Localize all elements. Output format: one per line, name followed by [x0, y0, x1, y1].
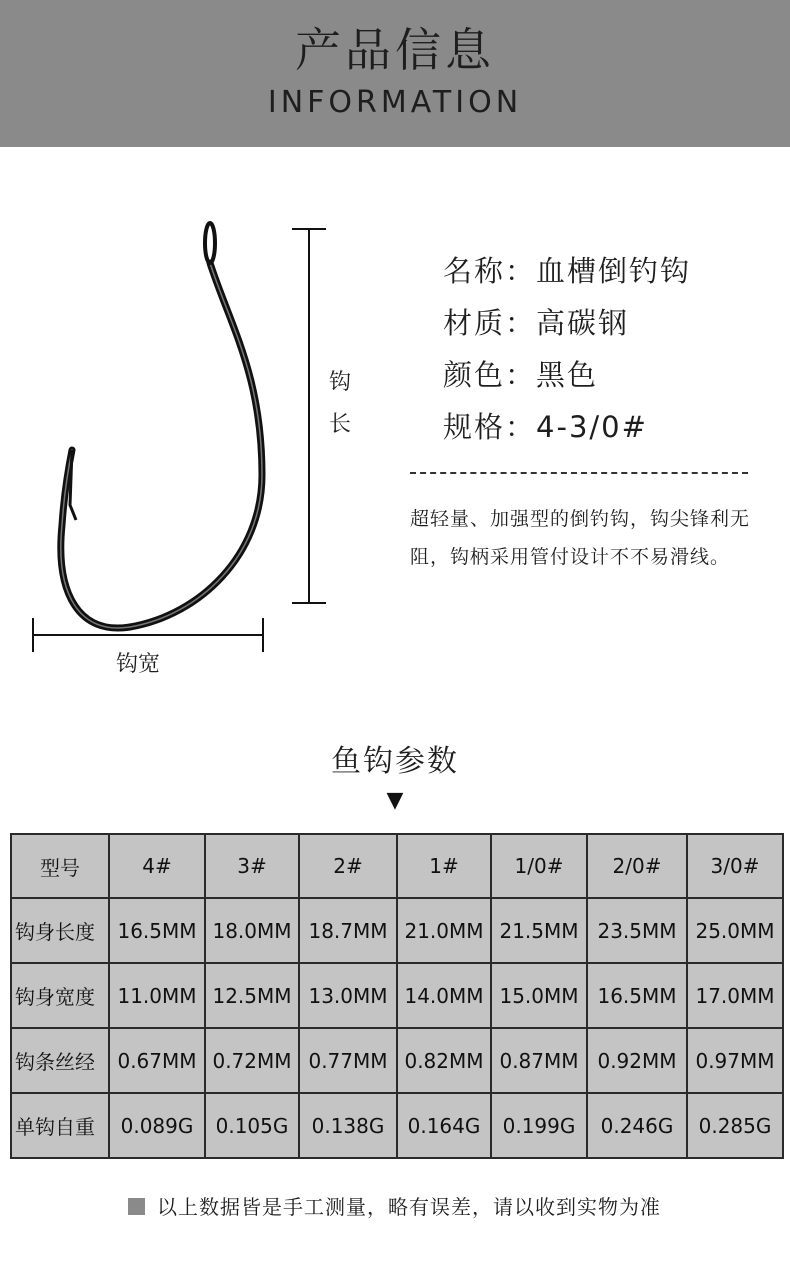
- hook-diagram: [0, 215, 380, 665]
- hook-params-table: [10, 833, 784, 1159]
- header-banner: [0, 0, 790, 147]
- row-label: 钩身长度: [11, 898, 109, 963]
- footer-note: [128, 1192, 661, 1222]
- spec-row-name: 名称：血槽倒钓钩: [443, 254, 692, 288]
- table-cell: 18.7MM: [299, 898, 397, 963]
- table-cell: 17.0MM: [687, 963, 783, 1028]
- table-row: [11, 898, 783, 963]
- table-cell: 0.164G: [397, 1093, 491, 1158]
- header-cell: 1#: [397, 834, 491, 898]
- table-header-row: [11, 834, 783, 898]
- page-title: 产品信息: [295, 23, 495, 77]
- header-cell: 3/0#: [687, 834, 783, 898]
- table-cell: 16.5MM: [587, 963, 687, 1028]
- table-cell: 11.0MM: [109, 963, 205, 1028]
- down-arrow-icon: ▼: [386, 788, 404, 813]
- table-cell: 14.0MM: [397, 963, 491, 1028]
- table-title: 鱼钩参数: [331, 744, 459, 779]
- table-cell: 0.72MM: [205, 1028, 299, 1093]
- table-cell: 21.5MM: [491, 898, 587, 963]
- header-cell: 2/0#: [587, 834, 687, 898]
- table-cell: 12.5MM: [205, 963, 299, 1028]
- table-row: [11, 1028, 783, 1093]
- table-cell: 21.0MM: [397, 898, 491, 963]
- spec-list: [443, 245, 691, 453]
- fish-hook-icon: [61, 223, 262, 628]
- table-cell: 0.97MM: [687, 1028, 783, 1093]
- spec-row-material: 材质：高碳钢: [443, 306, 630, 340]
- header-cell: 3#: [205, 834, 299, 898]
- table-cell: 0.105G: [205, 1093, 299, 1158]
- table-cell: 0.246G: [587, 1093, 687, 1158]
- hook-length-dimension: [292, 229, 326, 603]
- table-cell: 18.0MM: [205, 898, 299, 963]
- page-subtitle: INFORMATION: [267, 85, 523, 120]
- table-cell: 16.5MM: [109, 898, 205, 963]
- header-cell: 2#: [299, 834, 397, 898]
- row-label: 钩条丝经: [11, 1028, 109, 1093]
- product-description: 超轻量、加强型的倒钓钩，钩尖锋利无阻，钩柄采用管付设计不不易滑线。: [410, 508, 751, 568]
- table-cell: 25.0MM: [687, 898, 783, 963]
- spec-row-size: 规格：4-3/0#: [443, 410, 648, 444]
- table-row: [11, 963, 783, 1028]
- header-cell: 型号: [11, 834, 109, 898]
- table-cell: 0.87MM: [491, 1028, 587, 1093]
- row-label: 单钩自重: [11, 1093, 109, 1158]
- table-cell: 0.199G: [491, 1093, 587, 1158]
- table-row: [11, 1093, 783, 1158]
- spec-row-color: 颜色：黑色: [443, 358, 599, 392]
- table-cell: 0.67MM: [109, 1028, 205, 1093]
- footer-note-text: 以上数据皆是手工测量，略有误差，请以收到实物为准: [157, 1195, 661, 1219]
- square-bullet-icon: [128, 1198, 145, 1215]
- header-cell: 1/0#: [491, 834, 587, 898]
- table-cell: 0.82MM: [397, 1028, 491, 1093]
- table-cell: 13.0MM: [299, 963, 397, 1028]
- row-label: 钩身宽度: [11, 963, 109, 1028]
- length-label-bottom: 长: [329, 412, 352, 437]
- length-label-top: 钩: [329, 370, 352, 395]
- width-label: 钩宽: [116, 652, 161, 677]
- table-cell: 0.089G: [109, 1093, 205, 1158]
- table-cell: 0.77MM: [299, 1028, 397, 1093]
- header-cell: 4#: [109, 834, 205, 898]
- table-cell: 23.5MM: [587, 898, 687, 963]
- dashed-divider: [410, 472, 748, 474]
- table-cell: 15.0MM: [491, 963, 587, 1028]
- table-cell: 0.285G: [687, 1093, 783, 1158]
- table-cell: 0.138G: [299, 1093, 397, 1158]
- table-cell: 0.92MM: [587, 1028, 687, 1093]
